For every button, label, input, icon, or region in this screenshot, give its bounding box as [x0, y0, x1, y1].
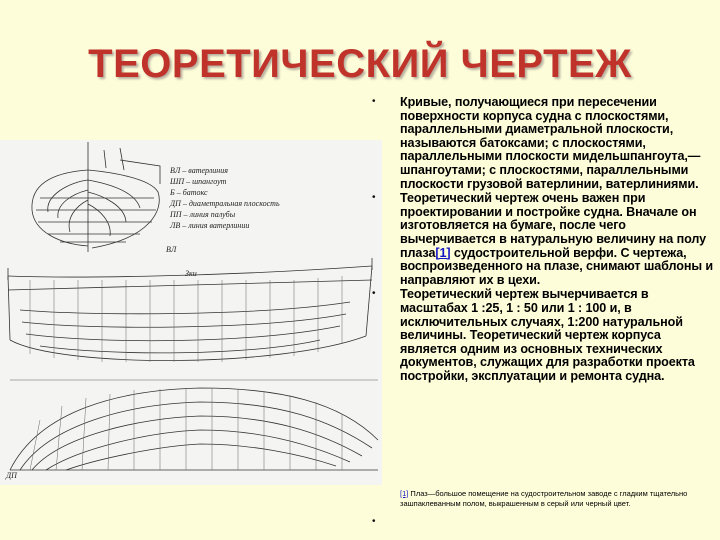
bullet-text: Кривые, получающиеся при пересечении поверхности корпуса судна с плоскостями, параллельными диаметральной плоскости, называются батоксами; с плоскостями, параллельными плоскости мидельшпангоута,— шпангоутами; с плоскостями, параллельными плоскости грузовой ватерлинии, ватерлиниями. [400, 95, 701, 191]
bullet-item [372, 288, 717, 383]
ship-lines-drawing [0, 140, 382, 485]
legend-line-4: ДП – диаметральная плоскость [170, 199, 280, 208]
footnote-ref-link[interactable]: [1] [435, 245, 451, 260]
drawing-label-mid: Зки [185, 269, 197, 278]
half-breadth-plan [10, 380, 378, 470]
bullet-marker: • [372, 96, 376, 107]
legend-line-1: ВЛ – ватерлиния [170, 166, 228, 175]
bullet-text [400, 192, 717, 287]
drawing-legend [5, 166, 280, 480]
bullet-item [372, 192, 717, 287]
footnote [400, 489, 700, 508]
bullet-item [372, 96, 717, 191]
body-plan [32, 142, 160, 252]
drawing-label-bottom: ДП [6, 471, 17, 480]
footnote-text: Плаз—большое помещение на судостроительном заводе с гладким тщательно зашпаклеванным полом, выкрашенным в серый или черный цвет. [400, 489, 688, 508]
bullet-text-part: судостроительной верфи. С чертежа, воспроизведенного на плазе, снимают шаблоны и направляют их в цехи. [400, 245, 714, 287]
legend-line-6: ЛВ – линия ватерлинии [170, 221, 250, 230]
drawing-label-top: ВЛ [166, 245, 177, 254]
bullet-marker: • [372, 288, 376, 300]
ship-lines-svg [0, 140, 382, 485]
footnote-ref[interactable]: [1] [400, 489, 409, 498]
empty-bullet-marker: • [372, 516, 376, 527]
bullet-text: Теоретический чертеж вычерчивается в масштабах 1 :25, 1 : 50 или 1 : 100 и, в исключительных случаях, 1:200 натуральной величины. Теоретический чертеж корпуса является одним из основных технических документов, служащих для разработки проекта постройки, эксплуатации и ремонта судна. [400, 287, 695, 383]
legend-line-5: ПП – линия палубы [170, 210, 236, 219]
bullet-text-part: Теоретический чертеж очень важен при проектировании и постройке судна. Вначале он изготовляется на бумаге, после чего вычерчивается в натуральную величину на полу плаза [400, 191, 707, 260]
slide-title: ТЕОРЕТИЧЕСКИЙ ЧЕРТЕЖ [88, 42, 632, 86]
bullet-list [372, 96, 717, 383]
legend-line-2: ШП – шпангоут [170, 177, 227, 186]
legend-line-3: Б – батокс [170, 188, 208, 197]
bullet-marker: • [372, 192, 376, 204]
